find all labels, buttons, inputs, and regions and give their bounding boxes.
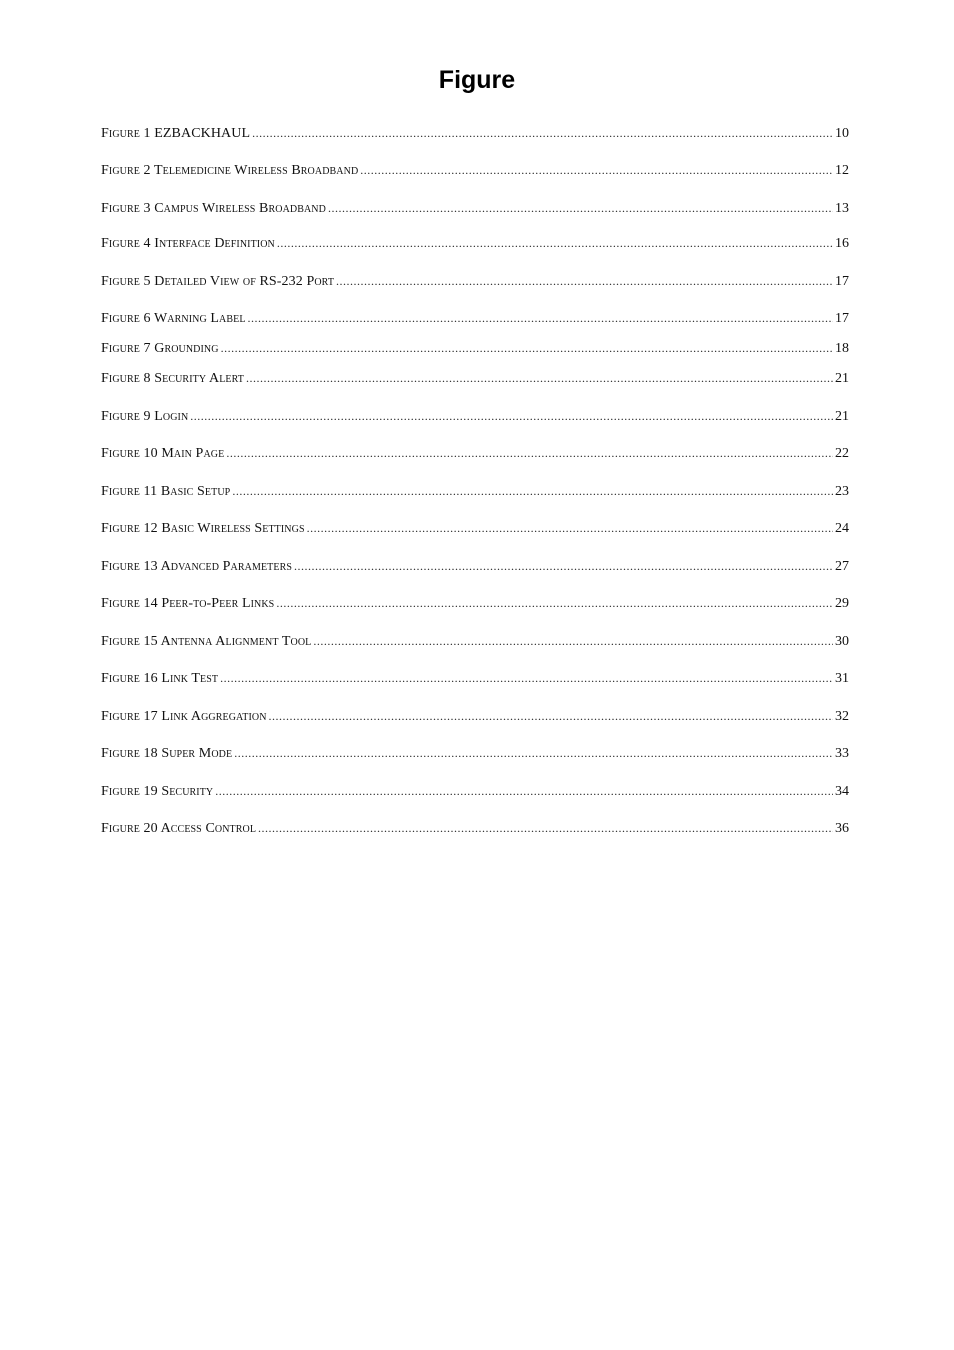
toc-entry-label: Figure 1 EZBACKHAUL: [101, 126, 251, 141]
toc-entry[interactable]: [101, 481, 849, 501]
toc-entry-label: Figure 4 Interface Definition: [101, 236, 275, 251]
dot-leader: [328, 198, 833, 218]
toc-entry-label: Figure 8 Security Alert: [101, 371, 244, 386]
toc-entry-page: 21: [835, 371, 849, 386]
toc-entry-page: 29: [835, 596, 849, 611]
toc-entry-page: 17: [835, 311, 849, 326]
toc-entry-label: Figure 11 Basic Setup: [101, 484, 231, 499]
toc-entry-label: Figure 20 Access Control: [101, 821, 257, 836]
toc-entry[interactable]: [101, 668, 849, 688]
toc-entry-page: 32: [835, 709, 849, 724]
toc-entry-label: Figure 10 Main Page: [101, 446, 225, 461]
toc-entry-page: 18: [835, 341, 849, 356]
toc-entry[interactable]: [101, 518, 849, 538]
toc-entry-page: 10: [835, 126, 849, 141]
toc-entry-page: 36: [835, 821, 849, 836]
dot-leader: [226, 443, 833, 463]
dot-leader: [190, 406, 833, 426]
toc-entry-label: Figure 18 Super Mode: [101, 746, 233, 761]
toc-entry-page: 21: [835, 409, 849, 424]
dot-leader: [232, 481, 833, 501]
toc-entry-page: 23: [835, 484, 849, 499]
dot-leader: [336, 271, 833, 291]
toc-entry-label: Figure 19 Security: [101, 784, 214, 799]
toc-entry[interactable]: [101, 743, 849, 763]
toc-entry[interactable]: [101, 556, 849, 576]
page-title: Figure: [438, 66, 516, 94]
dot-leader: [234, 743, 833, 763]
toc-entry-label: Figure 14 Peer-to-Peer Links: [101, 596, 275, 611]
toc-entry[interactable]: [101, 271, 849, 291]
dot-leader: [294, 556, 833, 576]
toc-entry[interactable]: [101, 818, 849, 838]
toc-entry-page: 17: [835, 274, 849, 289]
toc-entry-label: Figure 6 Warning Label: [101, 311, 246, 326]
dot-leader: [313, 631, 833, 651]
toc-entry-page: 27: [835, 559, 849, 574]
dot-leader: [307, 518, 833, 538]
toc-entry-page: 34: [835, 784, 849, 799]
toc-entry-label: Figure 16 Link Test: [101, 671, 219, 686]
toc-entry[interactable]: [101, 368, 849, 388]
dot-leader: [258, 818, 833, 838]
toc-entry-page: 33: [835, 746, 849, 761]
toc-entry[interactable]: [101, 198, 849, 218]
toc-entry-page: 22: [835, 446, 849, 461]
toc-entry[interactable]: [101, 160, 849, 180]
toc-entry[interactable]: [101, 308, 849, 328]
toc-entry[interactable]: [101, 443, 849, 463]
toc-entry[interactable]: [101, 406, 849, 426]
toc-entry-page: 30: [835, 634, 849, 649]
toc-entry-label: Figure 7 Grounding: [101, 341, 219, 356]
toc-entry-label: Figure 2 Telemedicine Wireless Broadband: [101, 163, 359, 178]
toc-entry[interactable]: [101, 338, 849, 358]
dot-leader: [220, 668, 833, 688]
dot-leader: [277, 233, 833, 253]
toc-entry-page: 13: [835, 201, 849, 216]
toc-entry-label: Figure 13 Advanced Parameters: [101, 559, 293, 574]
dot-leader: [252, 123, 833, 143]
dot-leader: [248, 308, 833, 328]
toc-entry-label: Figure 15 Antenna Alignment Tool: [101, 634, 312, 649]
toc-entry-page: 31: [835, 671, 849, 686]
toc-entry-label: Figure 17 Link Aggregation: [101, 709, 267, 724]
toc-entry-page: 12: [835, 163, 849, 178]
toc-entry[interactable]: [101, 706, 849, 726]
toc-entry-label: Figure 3 Campus Wireless Broadband: [101, 201, 326, 216]
dot-leader: [246, 368, 833, 388]
toc-entry-page: 24: [835, 521, 849, 536]
toc-entry-page: 16: [835, 236, 849, 251]
dot-leader: [269, 706, 833, 726]
toc-entry[interactable]: [101, 123, 849, 143]
toc-entry[interactable]: [101, 781, 849, 801]
dot-leader: [276, 593, 833, 613]
toc-entry-label: Figure 9 Login: [101, 409, 189, 424]
toc-entry[interactable]: [101, 593, 849, 613]
dot-leader: [215, 781, 833, 801]
toc-entry-label: Figure 5 Detailed View of RS-232 Port: [101, 274, 335, 289]
toc-entry[interactable]: [101, 631, 849, 651]
toc-entry[interactable]: [101, 233, 849, 253]
dot-leader: [221, 338, 833, 358]
dot-leader: [360, 160, 833, 180]
toc-entry-label: Figure 12 Basic Wireless Settings: [101, 521, 305, 536]
